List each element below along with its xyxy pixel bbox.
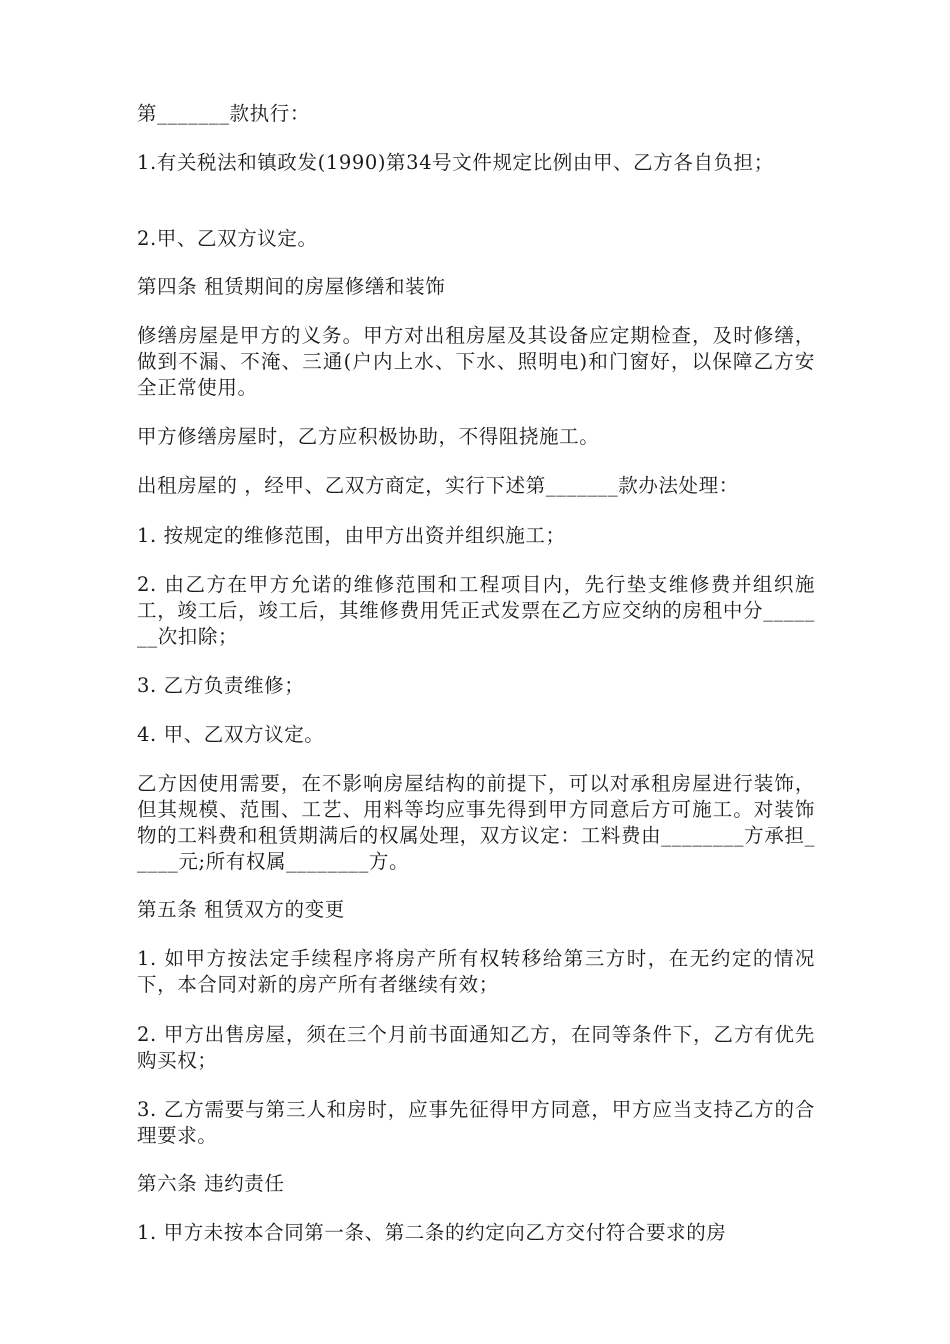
mutual-agreement-item: 2.甲、乙双方议定。 [137,227,318,250]
article-6-heading: 第六条 违约责任 [137,1172,285,1195]
repair-obligation-paragraph: 修缮房屋是甲方的义务。甲方对出租房屋及其设备应定期检查，及时修缮，做到不漏、不淹、三通(户内上水、下水、照明电)和门窗好，以保障乙方安全正常使用。 [137,324,815,399]
repair-method-paragraph: 出租房屋的 ，经甲、乙双方商定，实行下述第_______款办法处理： [137,474,739,497]
change-item-1: 1. 如甲方按法定手续程序将房产所有权转移给第三方时，在无约定的情况下，本合同对新的房产所有者继续有效； [137,947,815,996]
article-4-heading: 第四条 租赁期间的房屋修缮和装饰 [137,275,446,298]
repair-option-3: 3. 乙方负责维修； [137,674,305,697]
repair-option-2: 2. 由乙方在甲方允诺的维修范围和工程项目内，先行垫支维修费并组织施工，竣工后，竣工后，其维修费用凭正式发票在乙方应交纳的房租中分_______次扣除； [137,573,815,648]
repair-option-4: 4. 甲、乙双方议定。 [137,723,325,746]
article-5-heading: 第五条 租赁双方的变更 [137,898,345,921]
decoration-paragraph: 乙方因使用需要，在不影响房屋结构的前提下，可以对承租房屋进行装饰，但其规模、范围、工艺、用料等均应事先得到甲方同意后方可施工。对装饰物的工料费和租赁期满后的权属处理，双方议定：工料费由________方承担_____元;所有权属________方。 [137,772,815,873]
repair-option-1: 1. 按规定的维修范围，由甲方出资并组织施工； [137,524,566,547]
clause-execution-line: 第_______款执行： [137,102,310,125]
liability-item-1: 1. 甲方未按本合同第一条、第二条的约定向乙方交付符合要求的房 [137,1221,727,1244]
tax-burden-item: 1.有关税法和镇政发(1990)第34号文件规定比例由甲、乙方各自负担； [137,151,774,174]
change-item-2: 2. 甲方出售房屋，须在三个月前书面通知乙方，在同等条件下，乙方有优先购买权； [137,1023,815,1072]
repair-cooperation-paragraph: 甲方修缮房屋时，乙方应积极协助，不得阻挠施工。 [137,425,600,448]
change-item-3: 3. 乙方需要与第三人和房时，应事先征得甲方同意，甲方应当支持乙方的合理要求。 [137,1098,815,1147]
